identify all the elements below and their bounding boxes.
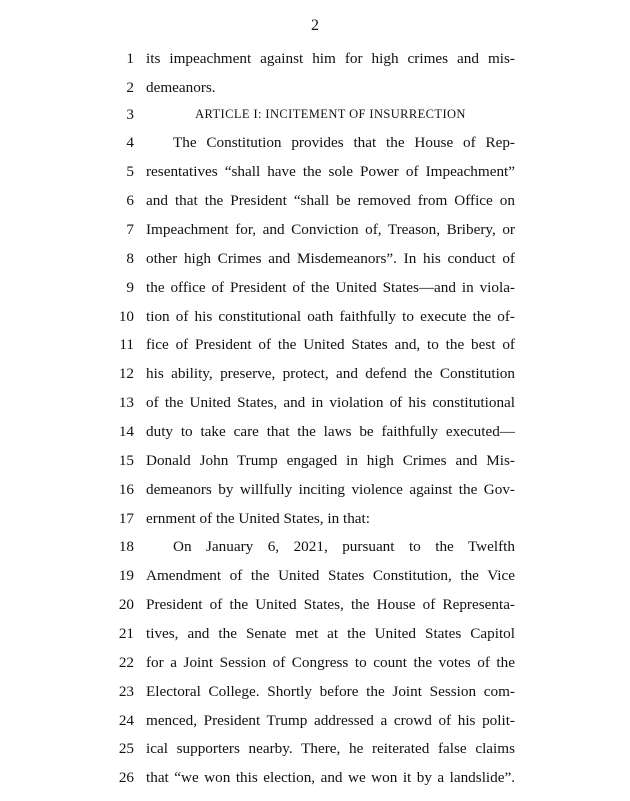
line-text: of the United States, and in violation of his constitutional [146,394,515,411]
line-text: The Constitution provides that the House of Rep- [173,134,515,151]
document-line [0,590,630,619]
line-number: 16 [118,481,134,498]
document-line [0,417,630,446]
document-line [0,44,630,73]
line-text: On January 6, 2021, pursuant to the Twelfth [173,538,515,555]
document-line [0,475,630,504]
line-text: Donald John Trump engaged in high Crimes and Mis- [146,452,515,469]
line-text: ical supporters nearby. There, he reiterated false claims [146,740,515,757]
line-text: other high Crimes and Misdemeanors”. In his conduct of [146,250,515,267]
document-line [0,388,630,417]
document-line [0,706,630,735]
line-number: 9 [126,279,134,296]
document-line [0,244,630,273]
line-text: menced, President Trump addressed a crowd of his polit- [146,712,515,729]
article-heading: ARTICLE I: INCITEMENT OF INSURRECTION [195,107,466,121]
line-number: 24 [118,712,134,729]
document-line [0,677,630,706]
line-text: demeanors by willfully inciting violence against the Gov- [146,481,515,498]
line-number: 17 [118,510,134,527]
document-line [0,446,630,475]
document-line [0,648,630,677]
line-number: 11 [119,336,134,353]
line-number: 15 [118,452,134,469]
document-line [0,157,630,186]
line-text: Impeachment for, and Conviction of, Treason, Bribery, or [146,221,515,238]
line-number: 25 [118,740,134,757]
line-number: 14 [118,423,134,440]
document-line [0,186,630,215]
line-text: his ability, preserve, protect, and defend the Constitution [146,365,515,382]
line-text: that “we won this election, and we won it by a landslide”. [146,769,515,786]
line-text: President of the United States, the House of Representa- [146,596,515,613]
line-number: 13 [118,394,134,411]
line-number: 23 [118,683,134,700]
page-number: 2 [311,17,319,34]
line-number: 2 [126,79,134,96]
document-line [0,619,630,648]
line-number: 18 [118,538,134,555]
line-number: 22 [118,654,134,671]
line-text: tives, and the Senate met at the United States Capitol [146,625,515,642]
document-line [0,73,630,102]
line-text: duty to take care that the laws be faithfully executed— [146,423,515,440]
line-text: tion of his constitutional oath faithfully to execute the of- [146,308,515,325]
line-number: 1 [126,50,134,67]
line-text: for a Joint Session of Congress to count the votes of the [146,654,515,671]
line-number: 21 [118,625,134,642]
document-line [0,215,630,244]
line-text: ernment of the United States, in that: [146,510,370,527]
document-line [0,504,630,533]
line-text: the office of President of the United States—and in viola- [146,279,515,296]
document-line [0,734,630,763]
document-line [0,100,630,129]
line-number: 12 [118,365,134,382]
line-text: Electoral College. Shortly before the Joint Session com- [146,683,515,700]
document-line [0,273,630,302]
document-line [0,532,630,561]
document-line [0,302,630,331]
document-line [0,561,630,590]
line-text: resentatives “shall have the sole Power of Impeachment” [146,163,515,180]
document-line [0,330,630,359]
line-text: Amendment of the United States Constitution, the Vice [146,567,515,584]
line-number: 3 [126,106,134,123]
line-text: demeanors. [146,79,216,96]
line-number: 8 [126,250,134,267]
line-number: 19 [118,567,134,584]
line-number: 20 [118,596,134,613]
line-text: its impeachment against him for high crimes and mis- [146,50,515,67]
line-number: 7 [126,221,134,238]
line-number: 5 [126,163,134,180]
document-line [0,128,630,157]
document-line [0,359,630,388]
line-number: 6 [126,192,134,209]
line-number: 4 [126,134,134,151]
line-number: 26 [118,769,134,786]
document-line [0,763,630,792]
line-text: fice of President of the United States and, to the best of [146,336,515,353]
line-text: and that the President “shall be removed from Office on [146,192,515,209]
line-number: 10 [118,308,134,325]
